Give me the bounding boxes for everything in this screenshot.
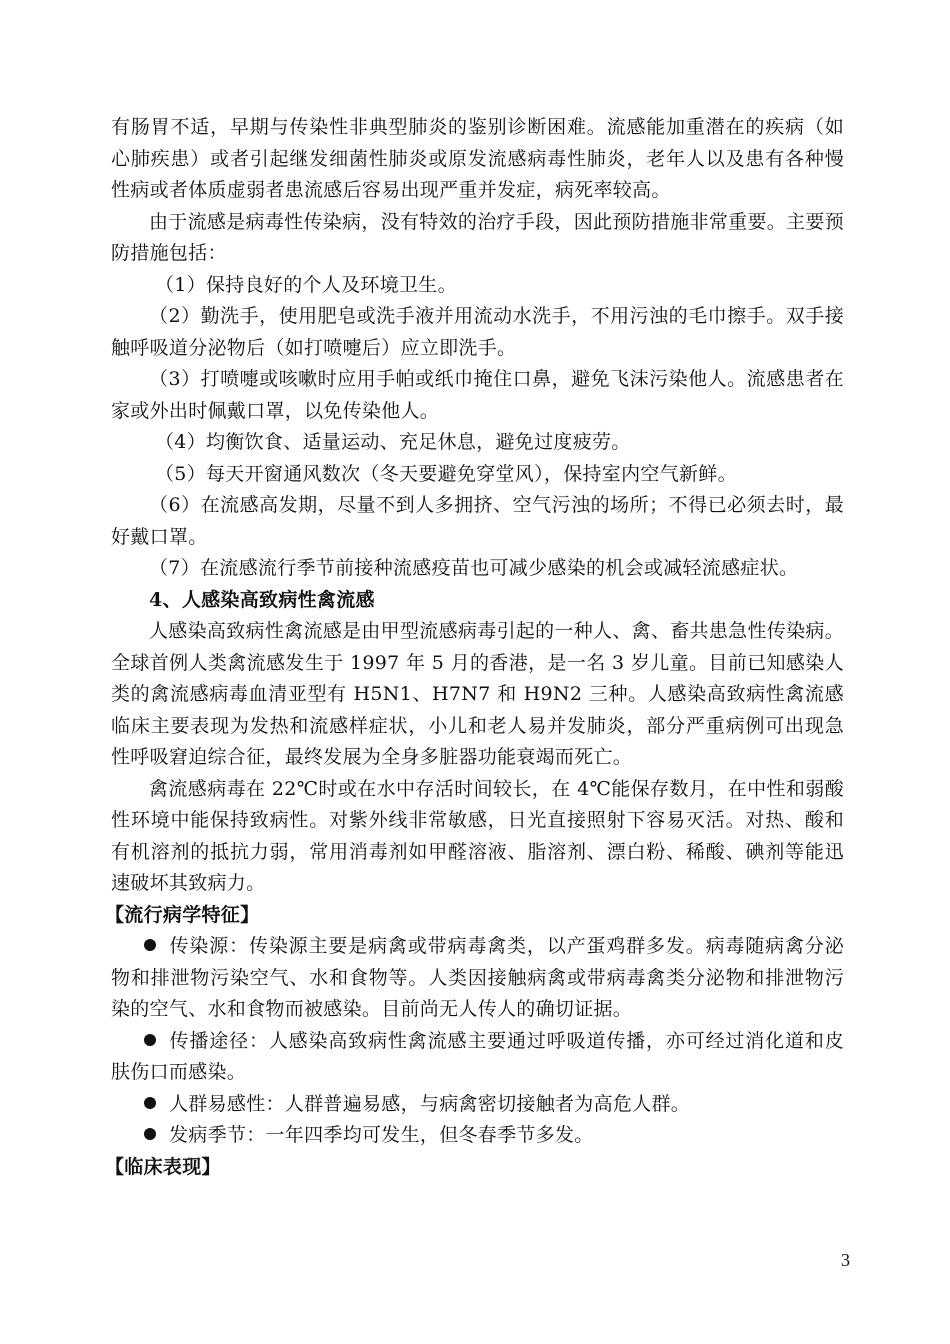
page-body: [105, 112, 844, 1183]
bullet-text: 传染源：传染源主要是病禽或带病毒禽类，以产蛋鸡群多发。病毒随病禽分泌物和排泄物污染空气、水和食物等。人类因接触病禽或带病毒禽类分泌物和排泄物污染的空气、水和食物而被感染。目前尚无人传人的确切证据。: [111, 935, 844, 1020]
measure-item: （3）打喷嚏或咳嗽时应用手帕或纸巾掩住口鼻，避免飞沫污染他人。流感患者在家或外出时佩戴口罩，以免传染他人。: [111, 368, 844, 422]
paragraph: 有肠胃不适，早期与传染性非典型肺炎的鉴别诊断困难。流感能加重潜在的疾病（如心肺疾患）或者引起继发细菌性肺炎或原发流感病毒性肺炎，老年人以及患有各种慢性病或者体质虚弱者患流感后容易出现严重并发症，病死率较高。: [111, 116, 844, 201]
measure-item: （1）保持良好的个人及环境卫生。: [155, 273, 457, 296]
subsection-heading: 4、人感染高致病性禽流感: [149, 588, 375, 611]
bullet-item: [111, 931, 844, 1026]
paragraph: 由于流感是病毒性传染病，没有特效的治疗手段，因此预防措施非常重要。主要预防措施包括：: [111, 210, 844, 264]
measure-item: （5）每天开窗通风数次（冬天要避免穿堂风），保持室内空气新鲜。: [155, 462, 737, 485]
bullet-item: [111, 1089, 844, 1121]
page-number: 3: [841, 1250, 850, 1270]
bullet-text: 传播途径：人感染高致病性禽流感主要通过呼吸道传播，亦可经过消化道和皮肤伤口而感染。: [111, 1029, 844, 1083]
measure-item: （4）均衡饮食、适量运动、充足休息，避免过度疲劳。: [155, 431, 631, 453]
paragraph: 人感染高致病性禽流感是由甲型流感病毒引起的一种人、禽、畜共患急性传染病。全球首例人类禽流感发生于 1997 年 5 月的香港，是一名 3 岁儿童。目前已知感染人类的禽流感病毒血清亚型有 H5N1、H7N7 和 H9N2 三种。人感染高致病性禽流感临床主要表现为发热和流感样症状，小儿和老人易并发肺炎，部分严重病例可出现急性呼吸窘迫综合征，最终发展为全身多脏器功能衰竭而死亡。: [111, 620, 844, 768]
bullet-icon: [144, 1034, 156, 1046]
bullet-item: [111, 1120, 844, 1152]
measure-item: （6）在流感高发期，尽量不到人多拥挤、空气污浊的场所；不得已必须去时，最好戴口罩。: [111, 494, 844, 548]
section-heading-epidemiology: 【流行病学特征】: [105, 903, 260, 926]
bullet-icon: [144, 939, 156, 951]
bullet-text: 人群易感性：人群普遍易感，与病禽密切接触者为高危人群。: [169, 1092, 691, 1115]
bullet-icon: [144, 1128, 156, 1140]
bullet-item: [111, 1026, 844, 1089]
measure-item: （2）勤洗手，使用肥皂或洗手液并用流动水洗手，不用污浊的毛巾擦手。双手接触呼吸道分泌物后（如打喷嚏后）应立即洗手。: [111, 305, 844, 359]
bullet-text: 发病季节：一年四季均可发生，但冬春季节多发。: [169, 1124, 594, 1146]
bullet-icon: [144, 1097, 156, 1109]
measure-item: （7）在流感流行季节前接种流感疫苗也可减少感染的机会或减轻流感症状。: [149, 557, 799, 579]
section-heading-clinical: 【临床表现】: [105, 1155, 221, 1178]
paragraph: 禽流感病毒在 22℃时或在水中存活时间较长，在 4℃能保存数月，在中性和弱酸性环境中能保持致病性。对紫外线非常敏感，日光直接照射下容易灭活。对热、酸和有机溶剂的抵抗力弱，常用消毒剂如甲醛溶液、脂溶剂、漂白粉、稀酸、碘剂等能迅速破坏其致病力。: [111, 777, 844, 894]
